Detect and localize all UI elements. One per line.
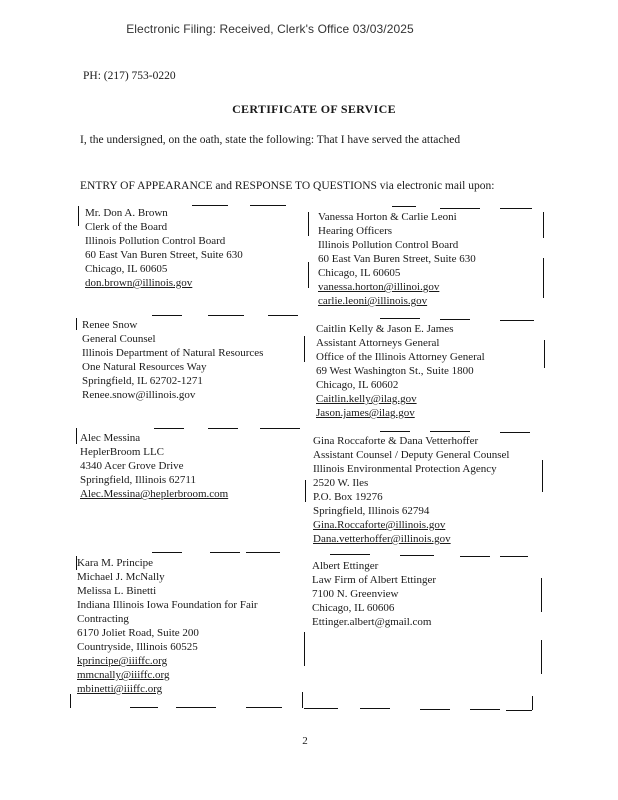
recipient-line: One Natural Resources Way xyxy=(82,361,207,373)
table-border xyxy=(500,556,528,557)
table-border xyxy=(470,709,500,710)
recipient-line: Illinois Pollution Control Board xyxy=(85,235,226,247)
recipient-line: P.O. Box 19276 xyxy=(313,491,383,503)
recipient-email-link[interactable]: vanessa.horton@illinoi.gov xyxy=(318,281,440,293)
table-border xyxy=(420,709,450,710)
recipient-email-link[interactable]: kprincipe@iiiffc.org xyxy=(77,655,168,667)
recipient-block xyxy=(313,434,509,546)
table-border xyxy=(304,708,338,709)
recipient-line: Illinois Department of Natural Resources xyxy=(82,347,264,359)
recipient-line: Office of the Illinois Attorney General xyxy=(316,351,485,363)
table-border xyxy=(360,708,390,709)
table-border xyxy=(192,205,228,206)
table-border xyxy=(176,707,216,708)
table-border xyxy=(440,208,480,209)
table-border xyxy=(302,692,303,708)
recipient-line: Renee Snow xyxy=(82,319,138,331)
recipient-block xyxy=(312,559,436,629)
table-border xyxy=(400,555,434,556)
table-border xyxy=(76,318,77,330)
recipient-block xyxy=(318,210,476,308)
table-border xyxy=(308,212,309,236)
recipient-line: Hearing Officers xyxy=(318,225,393,237)
recipient-line: Chicago, IL 60606 xyxy=(312,602,395,614)
table-border xyxy=(544,340,545,368)
page-number: 2 xyxy=(302,735,308,747)
recipient-email-link[interactable]: Dana.vetterhoffer@illinois.gov xyxy=(313,533,451,545)
table-border xyxy=(541,640,542,674)
recipient-email-link[interactable]: don.brown@illinois.gov xyxy=(85,277,193,289)
table-border xyxy=(500,432,530,433)
recipient-line: 6170 Joliet Road, Suite 200 xyxy=(77,627,199,639)
recipient-line: Gina Roccaforte & Dana Vetterhoffer xyxy=(313,435,479,447)
recipient-line: Contracting xyxy=(77,613,129,625)
table-border xyxy=(460,556,490,557)
table-border xyxy=(70,694,71,708)
table-border xyxy=(532,696,533,710)
table-border xyxy=(500,208,532,209)
table-border xyxy=(76,556,77,570)
table-border xyxy=(440,319,470,320)
recipient-block xyxy=(85,206,243,290)
recipient-email-link[interactable]: Alec.Messina@heplerbroom.com xyxy=(80,488,229,500)
recipient-line: 4340 Acer Grove Drive xyxy=(80,460,184,472)
table-border xyxy=(543,258,544,298)
recipient-line: Springfield, Illinois 62711 xyxy=(80,474,197,486)
recipient-line: 60 East Van Buren Street, Suite 630 xyxy=(318,253,476,265)
table-border xyxy=(392,206,416,207)
recipient-line: HeplerBroom LLC xyxy=(80,446,165,458)
recipient-line: Assistant Attorneys General xyxy=(316,337,440,349)
recipient-email-link[interactable]: Gina.Roccaforte@illinois.gov xyxy=(313,519,446,531)
table-border xyxy=(380,431,410,432)
recipient-email-link[interactable]: carlie.leoni@illinois.gov xyxy=(318,295,428,307)
table-border xyxy=(542,460,543,492)
recipient-line: Springfield, Illinois 62794 xyxy=(313,505,430,517)
recipient-line: Chicago, IL 60605 xyxy=(85,263,168,275)
table-border xyxy=(250,205,286,206)
recipient-line: Kara M. Principe xyxy=(77,557,154,569)
recipient-line: Illinois Pollution Control Board xyxy=(318,239,459,251)
table-border xyxy=(430,431,470,432)
recipient-line: Indiana Illinois Iowa Foundation for Fair xyxy=(77,599,258,611)
table-border xyxy=(304,632,305,666)
recipient-line: 7100 N. Greenview xyxy=(312,588,399,600)
table-border xyxy=(210,552,240,553)
table-border xyxy=(304,336,305,362)
recipient-line: Michael J. McNally xyxy=(77,571,165,583)
recipient-line: Law Firm of Albert Ettinger xyxy=(312,574,437,586)
recipient-line: Illinois Environmental Protection Agency xyxy=(313,463,497,475)
recipient-line: Countryside, Illinois 60525 xyxy=(77,641,198,653)
recipient-line: Mr. Don A. Brown xyxy=(85,207,168,219)
recipient-line: Melissa L. Binetti xyxy=(77,585,157,597)
table-border xyxy=(500,320,534,321)
recipient-email-link[interactable]: mbinetti@iiiffc.org xyxy=(77,683,163,695)
recipient-block xyxy=(80,431,228,501)
table-border xyxy=(246,707,282,708)
table-border xyxy=(268,315,298,316)
table-border xyxy=(305,480,306,502)
table-border xyxy=(208,315,244,316)
table-border xyxy=(130,707,158,708)
recipient-line: Albert Ettinger xyxy=(312,560,379,572)
recipient-block xyxy=(82,318,263,402)
phone-line: PH: (217) 753-0220 xyxy=(83,70,176,82)
recipient-email-link[interactable]: Caitlin.kelly@ilag.gov xyxy=(316,393,417,405)
table-border xyxy=(380,318,420,319)
table-border xyxy=(330,554,370,555)
recipient-line: Renee.snow@illinois.gov xyxy=(82,389,196,401)
table-border xyxy=(506,710,532,711)
table-border xyxy=(260,428,300,429)
recipient-line: Chicago, IL 60602 xyxy=(316,379,399,391)
intro-paragraph: I, the undersigned, on the oath, state the following: That I have served the attached xyxy=(80,134,461,146)
table-border xyxy=(208,428,238,429)
recipient-block xyxy=(316,322,485,420)
recipient-line: Clerk of the Board xyxy=(85,221,168,233)
served-paragraph: ENTRY OF APPEARANCE and RESPONSE TO QUESTIONS via electronic mail upon: xyxy=(80,180,495,192)
table-border xyxy=(76,428,77,444)
recipient-line: Caitlin Kelly & Jason E. James xyxy=(316,323,454,335)
recipient-line: Ettinger.albert@gmail.com xyxy=(312,616,432,628)
table-border xyxy=(152,552,182,553)
recipient-line: 60 East Van Buren Street, Suite 630 xyxy=(85,249,243,261)
recipient-line: Assistant Counsel / Deputy General Counsel xyxy=(313,449,510,461)
recipient-line: 2520 W. Iles xyxy=(313,477,369,489)
table-border xyxy=(543,212,544,238)
table-border xyxy=(152,315,182,316)
filing-stamp: Electronic Filing: Received, Clerk's Office 03/03/2025 xyxy=(126,22,414,36)
recipient-line: Springfield, IL 62702-1271 xyxy=(82,375,203,387)
table-border xyxy=(154,428,184,429)
recipient-line: General Counsel xyxy=(82,333,156,345)
table-border xyxy=(78,206,79,226)
recipient-line: Chicago, IL 60605 xyxy=(318,267,401,279)
page-title: CERTIFICATE OF SERVICE xyxy=(232,102,396,116)
recipient-email-link[interactable]: mmcnally@iiiffc.org xyxy=(77,669,170,681)
recipient-line: Alec Messina xyxy=(80,432,141,444)
table-border xyxy=(246,552,280,553)
table-border xyxy=(541,578,542,612)
recipient-block xyxy=(77,556,258,696)
table-border xyxy=(308,262,309,288)
recipient-line: Vanessa Horton & Carlie Leoni xyxy=(318,211,457,223)
recipient-email-link[interactable]: Jason.james@ilag.gov xyxy=(316,407,415,419)
recipient-line: 69 West Washington St., Suite 1800 xyxy=(316,365,474,377)
